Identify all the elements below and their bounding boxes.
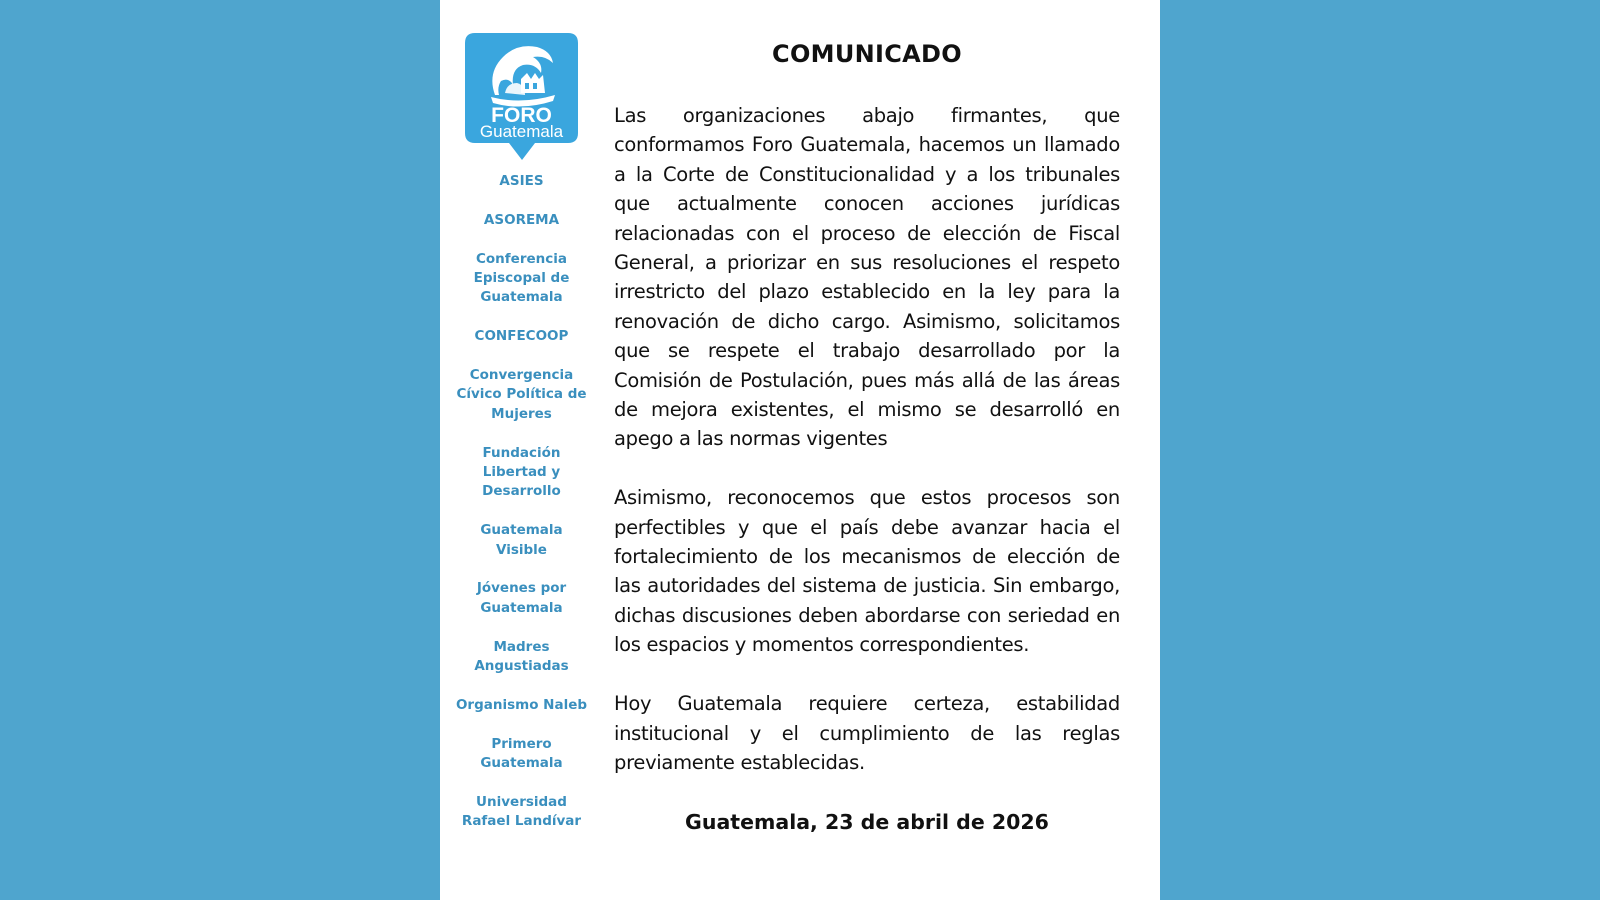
paragraph-1: Las organizaciones abajo firmantes, que conformamos Foro Guatemala, hacemos un llamado a la Corte de Constitucionalidad y a los tribunales que actualmente conocen acciones jurídicas relacionadas con el proceso de elección de Fiscal General, a priorizar en sus resoluciones el respeto irrestricto del plazo establecido en la ley para la renovación de dicho cargo. Asimismo, solicitamos que se respete el trabajo desarrollado por la Comisión de Postulación, pues más allá de las áreas de mejora existentes, el mismo se desarrolló en apego a las normas vigentes [614,104,1120,451]
logo-text-guatemala: Guatemala [479,122,564,141]
org-jovenes-por-guatemala: Jóvenes por Guatemala [476,580,567,616]
org-convergencia-civico-politica: Convergencia Cívico Política de Mujeres [456,367,587,422]
org-confecoop: CONFECOOP [474,328,569,345]
communique-body [614,36,1120,837]
org-guatemala-visible: Guatemala Visible [480,522,563,558]
org-fundacion-libertad-desarrollo: Fundación Libertad y Desarrollo [482,444,561,500]
foro-guatemala-logo [465,33,578,161]
org-asies: ASIES [499,173,544,189]
logo-text-foro: FORO [491,104,552,127]
paragraph-2: Asimismo, reconocemos que estos procesos son perfectibles y que el país debe avanzar hacia el fortalecimiento de los mecanismos de elección de las autoridades del sistema de justicia. Sin embargo, dichas discusiones deben abordarse con seriedad en los espacios y momentos correspondientes. [614,486,1120,657]
page-title: COMUNICADO [772,40,962,68]
org-universidad-rafael-landivar: Universidad Rafael Landívar [461,793,582,830]
signatory-organizations-list [455,172,588,832]
communique-page [440,0,1160,900]
paragraph-3: Hoy Guatemala requiere certeza, estabilidad institucional y el cumplimiento de las reglas previamente establecidas. [614,692,1120,774]
org-madres-angustiadas: Madres Angustiadas [474,638,569,675]
org-conferencia-episcopal: Conferencia Episcopal de Guatemala [473,250,570,306]
logo-icon [465,33,578,161]
org-primero-guatemala: Primero Guatemala [480,735,563,772]
org-organismo-naleb: Organismo Naleb [455,696,588,713]
org-asorema: ASOREMA [483,211,560,228]
place-and-date: Guatemala, 23 de abril de 2026 [685,809,1049,834]
